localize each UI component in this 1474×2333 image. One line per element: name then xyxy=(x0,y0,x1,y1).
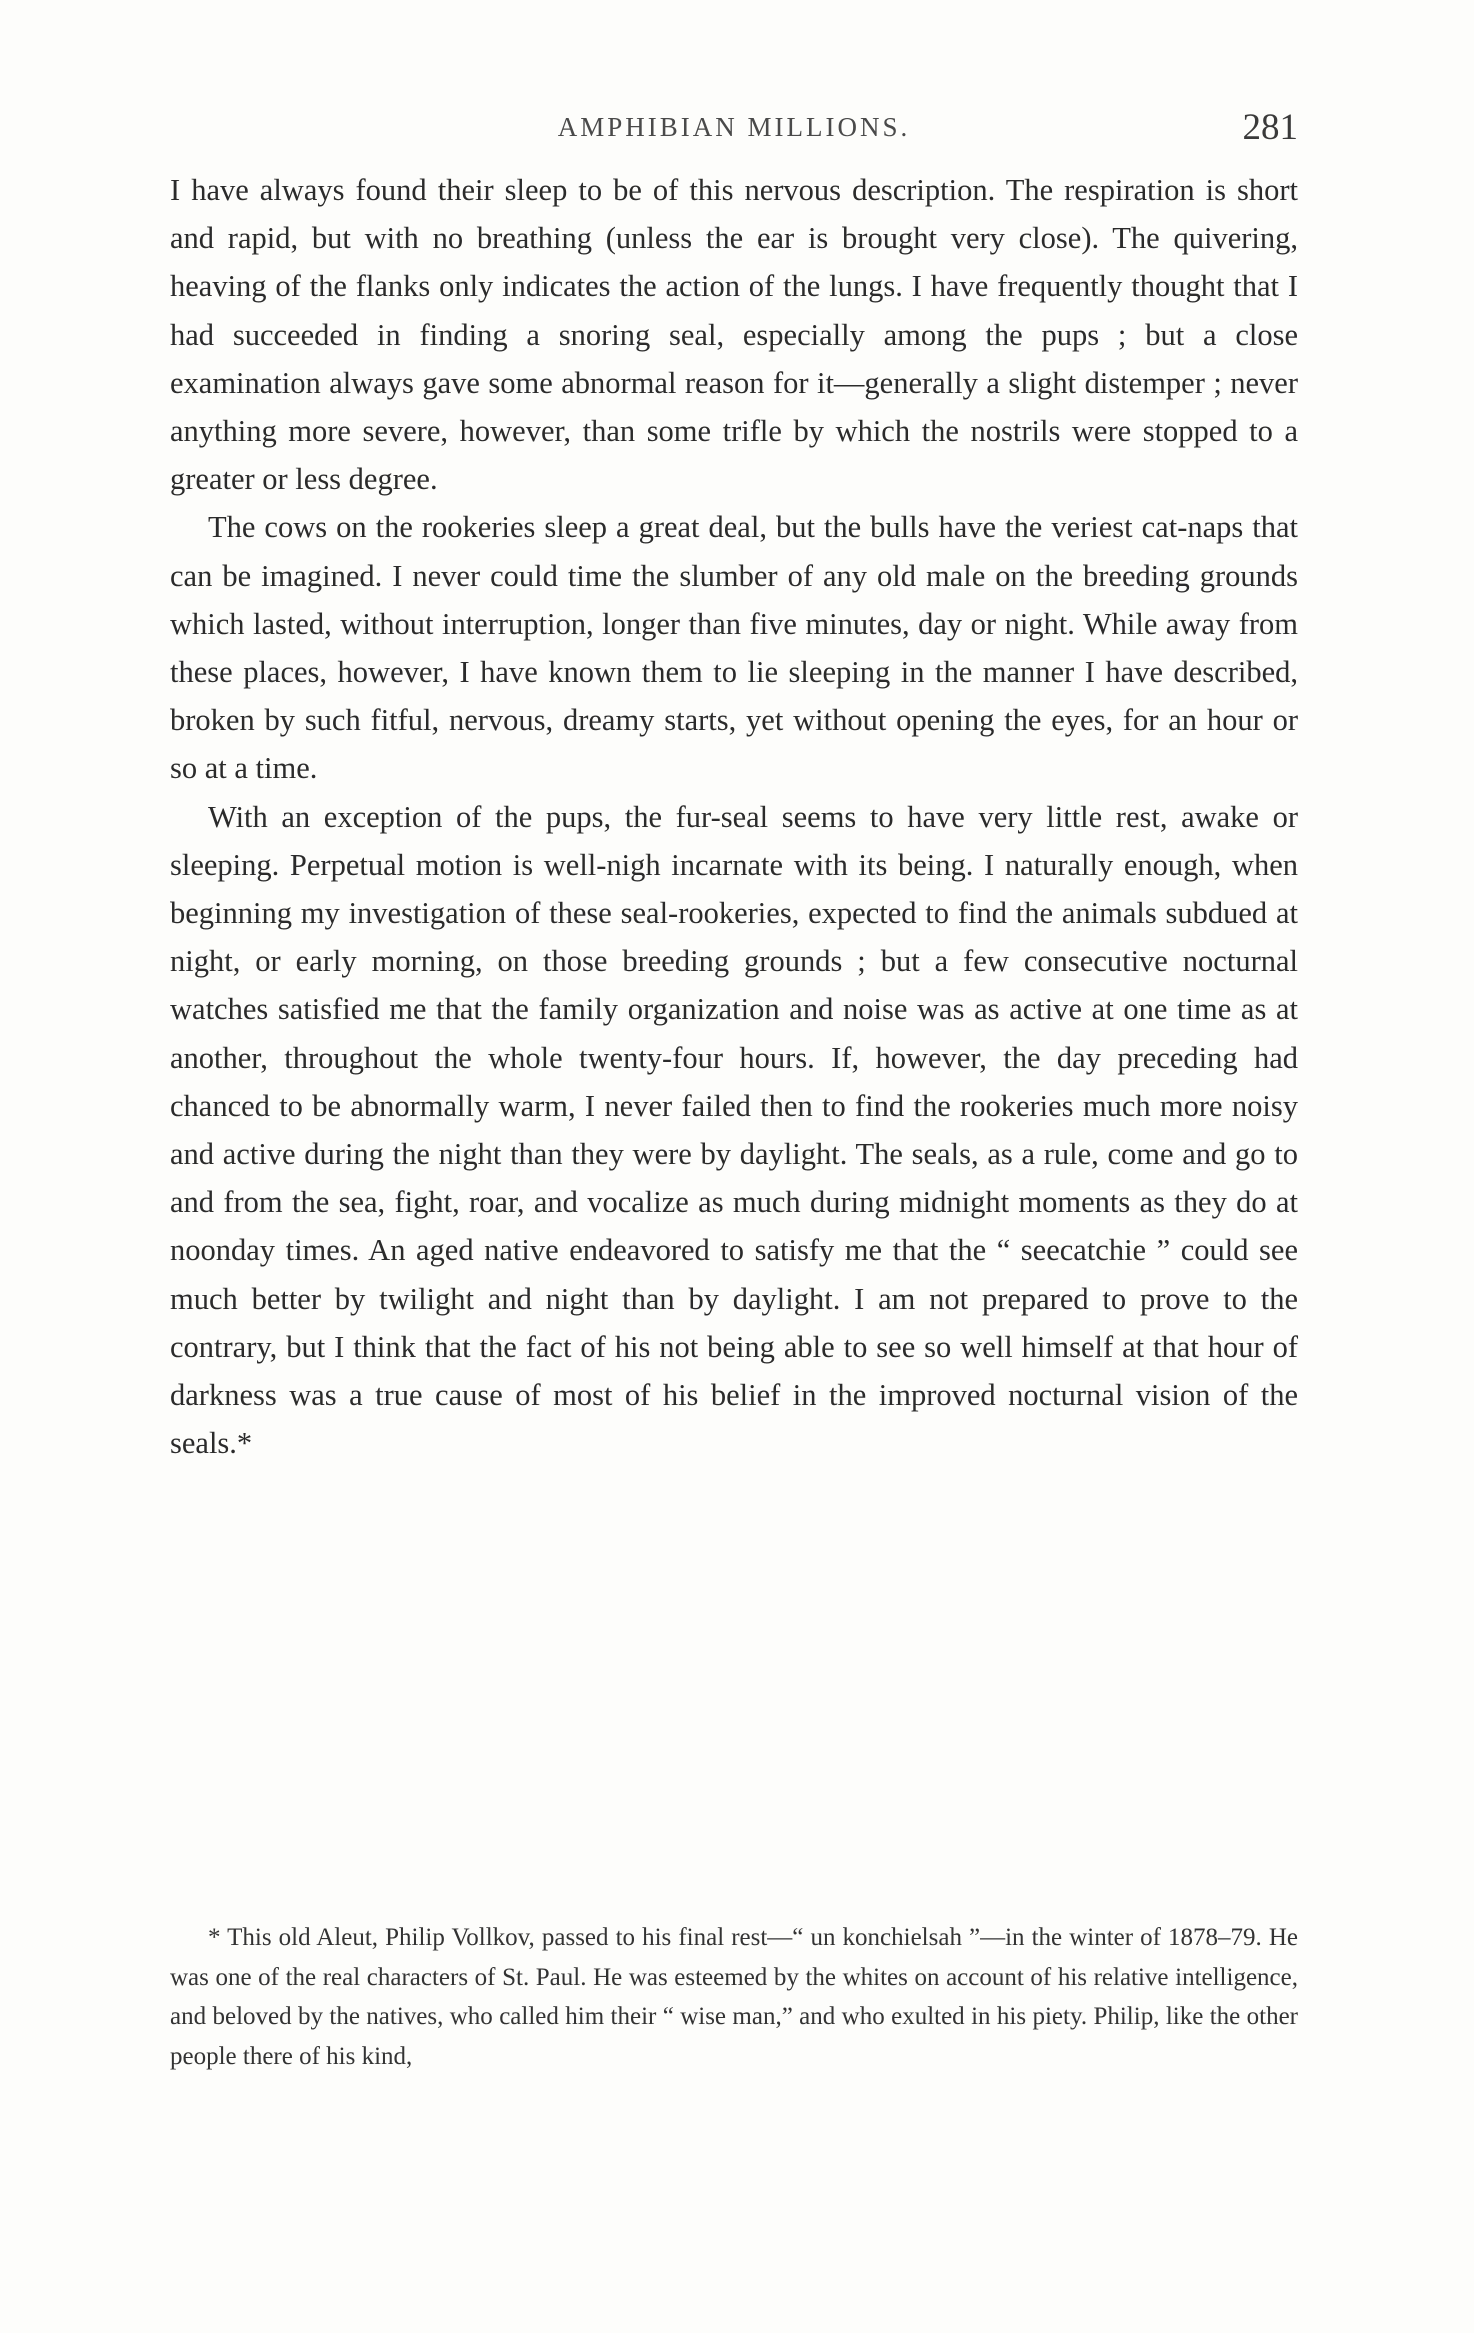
running-head: AMPHIBIAN MILLIONS. xyxy=(557,112,911,142)
paragraph-1: I have always found their sleep to be of this nervous description. The respiration is short and rapid, but with no breathing (unless the ear is brought very close). The quivering, heaving of the flanks only indicates the action of the lungs. I have frequently thought that I had succeeded in finding a snoring seal, especially among the pups ; but a close examination always gave some abnormal reason for it—generally a slight distemper ; never anything more severe, however, than some trifle by which the nostrils were stopped to a greater or less degree. xyxy=(170,173,1298,497)
body-text xyxy=(170,166,1298,1467)
page-number: 281 xyxy=(1242,107,1298,148)
paragraph-3: With an exception of the pups, the fur-seal seems to have very little rest, awake or sleeping. Perpetual motion is well-nigh incarnate with its being. I naturally enough, when beginning my investigation of these seal-rookeries, expected to find the animals subdued at night, or early morning, on those breeding grounds ; but a few consecutive nocturnal watches satisfied me that the family organization and noise was as active at one time as at another, throughout the whole twenty-four hours. If, however, the day preceding had chanced to be abnormally warm, I never failed then to find the rookeries much more noisy and active during the night than they were by daylight. The seals, as a rule, come and go to and from the sea, fight, roar, and vocalize as much during midnight moments as they do at noonday times. An aged native endeavored to satisfy me that the “ seecatchie ” could see much better by twilight and night than by daylight. I am not prepared to prove to the contrary, but I think that the fact of his not being able to see so well himself at that hour of darkness was a true cause of most of his belief in the improved nocturnal vision of the seals.* xyxy=(170,799,1298,1461)
paragraph-2: The cows on the rookeries sleep a great deal, but the bulls have the veriest cat-naps that can be imagined. I never could time the slumber of any old male on the breeding grounds which lasted, without interruption, longer than five minutes, day or night. While away from these places, however, I have known them to lie sleeping in the manner I have described, broken by such fitful, nervous, dreamy starts, yet without opening the eyes, for an hour or so at a time. xyxy=(170,510,1298,786)
page-header xyxy=(170,107,1298,152)
footnote xyxy=(170,1918,1298,2076)
footnote-text: * This old Aleut, Philip Vollkov, passed to his final rest—“ un konchielsah ”—in the winter of 1878–79. He was one of the real characters of St. Paul. He was esteemed by the whites on account of his relative intelligence, and beloved by the natives, who called him their “ wise man,” and who exulted in his piety. Philip, like the other people there of his kind, xyxy=(170,1924,1298,2070)
